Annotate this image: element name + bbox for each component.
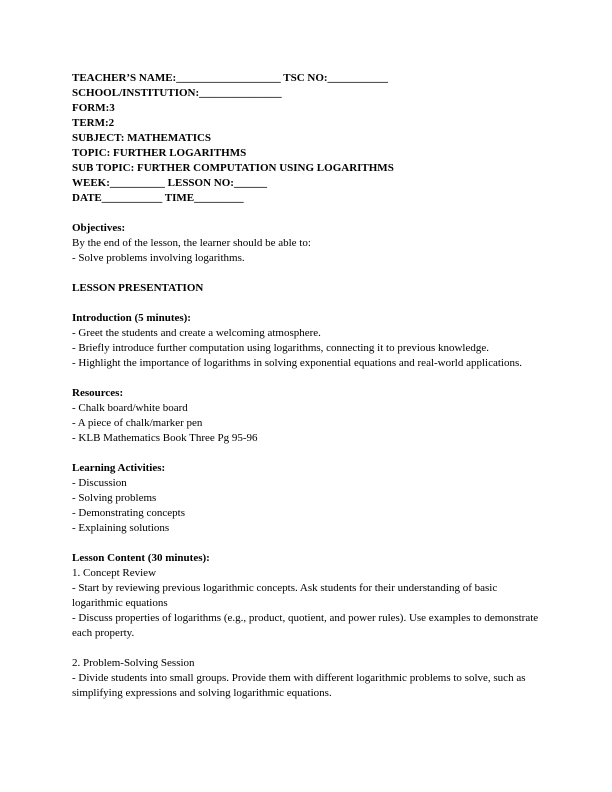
resource-item: - KLB Mathematics Book Three Pg 95-96	[72, 432, 258, 444]
problem-solving-title: 2. Problem-Solving Session	[72, 657, 195, 669]
school-line: SCHOOL/INSTITUTION:_______________	[72, 87, 282, 99]
resources-section	[72, 386, 542, 446]
objectives-heading: Objectives:	[72, 222, 126, 234]
resource-item: - A piece of chalk/marker pen	[72, 417, 203, 429]
introduction-section	[72, 311, 542, 371]
objectives-section	[72, 221, 542, 266]
teacher-name-line: TEACHER’S NAME:___________________ TSC NO:___________	[72, 72, 389, 84]
lesson-presentation-heading: LESSON PRESENTATION	[72, 282, 204, 294]
concept-review-title: 1. Concept Review	[72, 567, 157, 579]
header-block	[72, 71, 542, 206]
introduction-item: - Highlight the importance of logarithms in solving exponential equations and real-world applications.	[72, 357, 522, 369]
lesson-plan-page	[72, 71, 542, 701]
concept-review-item: - Start by reviewing previous logarithmic concepts. Ask students for their understanding of basic logarithmic equations	[72, 582, 498, 609]
problem-solving-item: - Divide students into small groups. Provide them with different logarithmic problems to solve, such as simplifying expressions and solving logarithmic equations.	[72, 672, 526, 699]
introduction-item: - Greet the students and create a welcoming atmosphere.	[72, 327, 321, 339]
concept-review-item: - Discuss properties of logarithms (e.g., product, quotient, and power rules). Use examples to demonstrate each property.	[72, 612, 539, 639]
date-line: DATE___________ TIME_________	[72, 192, 244, 204]
activity-item: - Explaining solutions	[72, 522, 170, 534]
lesson-content-section	[72, 551, 542, 701]
learning-activities-section	[72, 461, 542, 536]
resource-item: - Chalk board/white board	[72, 402, 188, 414]
resources-heading: Resources:	[72, 387, 124, 399]
learning-activities-heading: Learning Activities:	[72, 462, 166, 474]
introduction-heading: Introduction (5 minutes):	[72, 312, 191, 324]
activity-item: - Solving problems	[72, 492, 157, 504]
lesson-content-heading: Lesson Content (30 minutes):	[72, 552, 210, 564]
topic-line: TOPIC: FURTHER LOGARITHMS	[72, 147, 247, 159]
introduction-item: - Briefly introduce further computation using logarithms, connecting it to previous knowledge.	[72, 342, 489, 354]
objectives-intro: By the end of the lesson, the learner should be able to:	[72, 237, 311, 249]
form-line: FORM:3	[72, 102, 115, 114]
sub-topic-line: SUB TOPIC: FURTHER COMPUTATION USING LOGARITHMS	[72, 162, 394, 174]
activity-item: - Demonstrating concepts	[72, 507, 186, 519]
activity-item: - Discussion	[72, 477, 127, 489]
week-line: WEEK:__________ LESSON NO:______	[72, 177, 267, 189]
objective-item: - Solve problems involving logarithms.	[72, 252, 245, 264]
subject-line: SUBJECT: MATHEMATICS	[72, 132, 212, 144]
term-line: TERM:2	[72, 117, 115, 129]
